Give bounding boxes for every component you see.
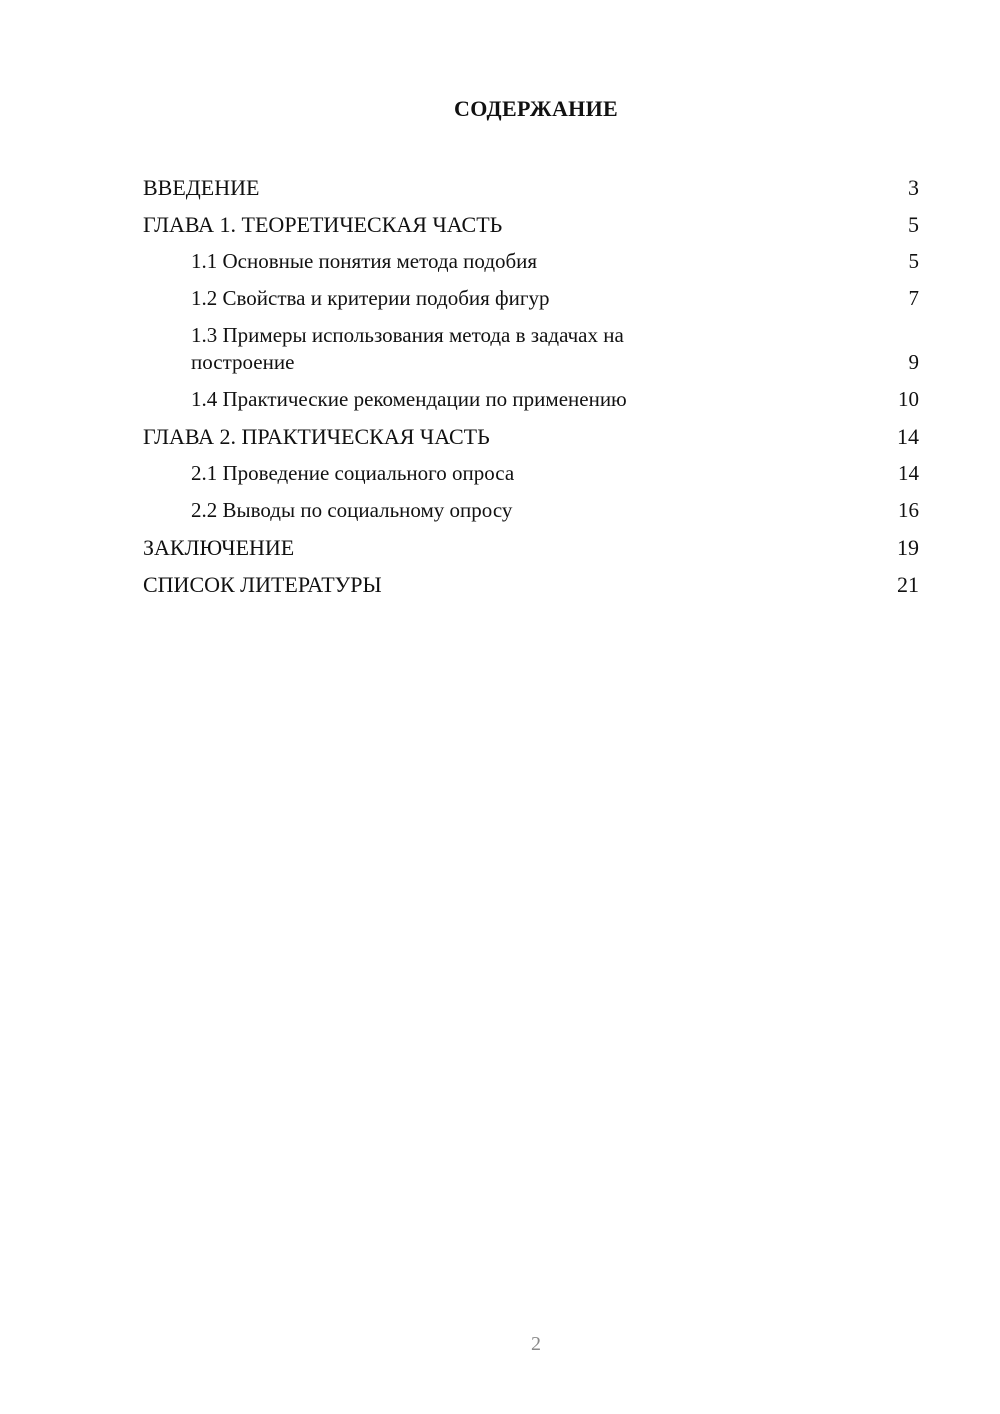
toc-entry-references[interactable] (143, 565, 919, 602)
toc-entry-chapter-1[interactable] (143, 205, 919, 242)
toc-entry-page: 10 (898, 387, 919, 411)
toc-entry-text: 1.4 Практические рекомендации по применению (191, 387, 627, 411)
toc-entry-page: 19 (897, 535, 919, 560)
toc-entry-text: ГЛАВА 1. ТЕОРЕТИЧЕСКАЯ ЧАСТЬ (143, 212, 503, 237)
toc-entry-page: 5 (908, 249, 919, 273)
toc-entry-text: ВВЕДЕНИЕ (143, 175, 260, 200)
toc-entry-text: 2.1 Проведение социального опроса (191, 461, 515, 485)
toc-entry-text: 1.1 Основные понятия метода подобия (191, 249, 538, 273)
toc-entry-page: 3 (908, 175, 919, 200)
toc-entry-text: ГЛАВА 2. ПРАКТИЧЕСКАЯ ЧАСТЬ (143, 424, 490, 449)
toc-entry-section-1-1[interactable] (143, 242, 919, 279)
toc-entry-text: 1.2 Свойства и критерии подобия фигур (191, 286, 550, 310)
toc-entry-conclusion[interactable] (143, 528, 919, 565)
toc-entry-section-2-1[interactable] (143, 454, 919, 491)
toc-entry-page: 21 (897, 572, 919, 597)
toc-entry-section-1-4[interactable] (143, 380, 919, 417)
toc-entry-page: 16 (898, 498, 919, 522)
toc-entry-section-2-2[interactable] (143, 491, 919, 528)
toc-entry-page: 5 (908, 212, 919, 237)
toc-entry-text: 2.2 Выводы по социальному опросу (191, 498, 513, 522)
toc-entry-page: 14 (898, 461, 919, 485)
toc-entry-text: 1.3 Примеры использования метода в задачах на построение (191, 323, 624, 374)
toc-entry-page: 14 (897, 424, 919, 449)
toc-entry-text: СПИСОК ЛИТЕРАТУРЫ (143, 572, 382, 597)
toc-entry-introduction[interactable] (143, 168, 919, 205)
toc-entry-section-1-3[interactable] (143, 316, 919, 380)
toc-entry-chapter-2[interactable] (143, 417, 919, 454)
table-of-contents (143, 168, 919, 602)
page-title: СОДЕРЖАНИЕ (454, 96, 618, 121)
toc-entry-page: 9 (908, 350, 919, 374)
toc-entry-page: 7 (908, 286, 919, 310)
toc-entry-section-1-2[interactable] (143, 279, 919, 316)
page-number: 2 (531, 1333, 541, 1355)
toc-entry-text: ЗАКЛЮЧЕНИЕ (143, 535, 295, 560)
